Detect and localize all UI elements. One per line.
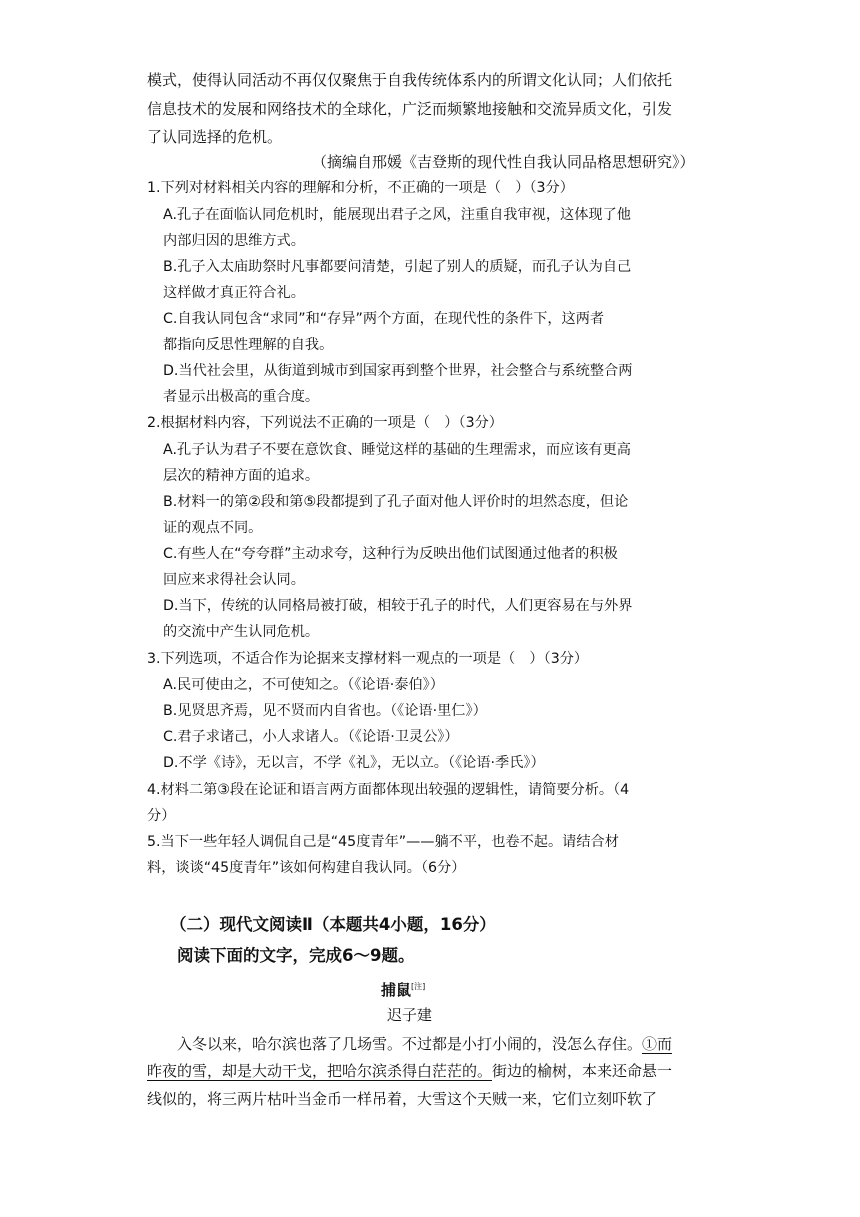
question-2-option-b: B.材料一的第②段和第⑤段都提到了孔子面对他人评价时的坦然态度，但论 bbox=[163, 494, 629, 510]
question-3-option-a: A.民可使由之，不可使知之。（《论语·泰伯》） bbox=[163, 677, 444, 693]
story-line: 线似的，将三两片枯叶当金币一样吊着，大雪这个天贼一来，它们立刻吓软了 bbox=[147, 1090, 658, 1108]
section-instruction: 阅读下面的文字，完成6～9题。 bbox=[177, 946, 415, 965]
story-text: 入冬以来，哈尔滨也落了几场雪。不过都是小打小闹的，没怎么存住。 bbox=[177, 1035, 643, 1053]
passage-line: 模式，使得认同活动不再仅仅聚焦于自我传统体系内的所谓文化认同；人们依托 bbox=[147, 71, 673, 89]
story-title-text: 捕鼠 bbox=[381, 981, 412, 999]
question-1-option-c: C.自我认同包含“求同”和“存异”两个方面，在现代性的条件下，这两者 bbox=[163, 311, 605, 327]
passage-line: 了认同选择的危机。 bbox=[147, 128, 283, 146]
question-2-option-b-cont: 证的观点不同。 bbox=[163, 520, 263, 536]
question-1-option-d-cont: 者显示出极高的重合度。 bbox=[163, 389, 320, 405]
passage-line: 信息技术的发展和网络技术的全球化，广泛而频繁地接触和交流异质文化，引发 bbox=[147, 100, 673, 118]
question-4-stem: 4.材料二第③段在论证和语言两方面都体现出较强的逻辑性，请简要分析。（4 bbox=[147, 782, 630, 798]
question-1-option-d: D.当代社会里，从街道到城市到国家再到整个世界，社会整合与系统整合两 bbox=[163, 363, 633, 379]
question-2-option-a-cont: 层次的精神方面的追求。 bbox=[163, 468, 320, 484]
story-line bbox=[177, 1034, 672, 1054]
question-2-stem: 2.根据材料内容，下列说法不正确的一项是（ ）（3分） bbox=[147, 415, 503, 431]
question-5-stem-cont: 料，谈谈“45度青年”该如何构建自我认同。（6分） bbox=[147, 860, 466, 876]
question-1-option-a-cont: 内部归因的思维方式。 bbox=[163, 233, 305, 249]
question-3-option-b: B.见贤思齐焉，见不贤而内自省也。（《论语·里仁》） bbox=[163, 703, 487, 719]
question-3-stem: 3.下列选项，不适合作为论据来支撑材料一观点的一项是（ ）（3分） bbox=[147, 651, 589, 667]
story-title bbox=[381, 980, 425, 1000]
question-5-stem: 5.当下一些年轻人调侃自己是“45度青年”——躺不平，也卷不起。请结合材 bbox=[147, 834, 619, 850]
question-2-option-c: C.有些人在“夸夸群”主动求夸，这种行为反映出他们试图通过他者的积极 bbox=[163, 546, 618, 562]
story-text: 街边的榆树，本来还命悬一 bbox=[492, 1062, 673, 1080]
underlined-sentence: 昨夜的雪，却是大动干戈，把哈尔滨杀得白茫茫的。 bbox=[147, 1062, 493, 1080]
question-2-option-a: A.孔子认为君子不要在意饮食、睡觉这样的基础的生理需求，而应该有更高 bbox=[163, 442, 631, 458]
story-author: 迟子建 bbox=[387, 1006, 433, 1024]
question-1-option-c-cont: 都指向反思性理解的自我。 bbox=[163, 337, 334, 353]
question-2-option-d: D.当下，传统的认同格局被打破，相较于孔子的时代，人们更容易在与外界 bbox=[163, 598, 633, 614]
title-note-marker: [注] bbox=[411, 982, 426, 991]
question-3-option-d: D.不学《诗》，无以言，不学《礼》，无以立。（《论语·季氏》） bbox=[163, 755, 545, 771]
question-2-option-d-cont: 的交流中产生认同危机。 bbox=[163, 624, 320, 640]
question-1-option-b-cont: 这样做才真正符合礼。 bbox=[163, 285, 305, 301]
question-1-option-a: A.孔子在面临认同危机时，能展现出君子之风，注重自我审视，这体现了他 bbox=[163, 207, 631, 223]
question-2-option-c-cont: 回应来求得社会认同。 bbox=[163, 572, 305, 588]
question-1-stem: 1.下列对材料相关内容的理解和分析，不正确的一项是（ ）（3分） bbox=[147, 180, 574, 196]
question-3-option-c: C.君子求诸己，小人求诸人。（《论语·卫灵公》） bbox=[163, 729, 459, 745]
section-heading: （二）现代文阅读Ⅱ（本题共4小题，16分） bbox=[170, 915, 496, 934]
sentence-marker-1: ①而 bbox=[642, 1035, 673, 1053]
story-line bbox=[147, 1061, 672, 1081]
question-1-option-b: B.孔子入太庙助祭时凡事都要问清楚，引起了别人的质疑，而孔子认为自己 bbox=[163, 259, 632, 275]
question-4-stem-cont: 分） bbox=[147, 808, 176, 824]
source-citation: （摘编自邢媛《吉登斯的现代性自我认同品格思想研究》） bbox=[312, 153, 695, 171]
